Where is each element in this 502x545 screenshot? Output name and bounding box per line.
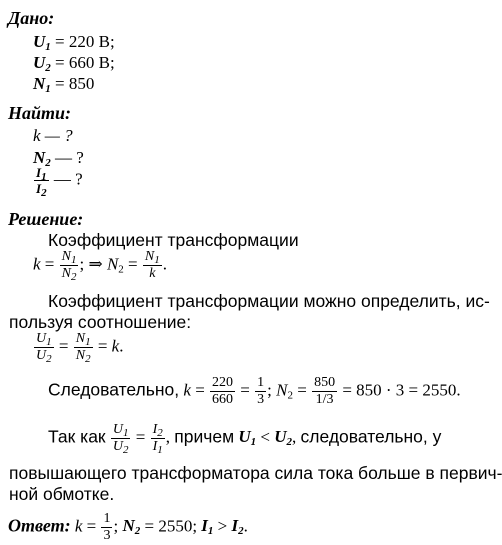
frac-1-3: 1/3	[315, 392, 334, 407]
find-heading: Найти:	[8, 103, 72, 123]
solution-line-4: Так как $\frac{U_1}{U_2}$ = $\frac{I_2}{I_1}$ , причем $U_1 < U_2$, следовательно, у	[48, 422, 442, 456]
answer-label: Ответ:	[8, 515, 71, 536]
find-current-ratio: $\frac{I_1}{I_2}$ — ?	[36, 165, 83, 199]
find-n2-q: — ?	[55, 148, 84, 167]
given-u2: $U_2 = 660$ В;	[33, 53, 115, 74]
given-u2-value: 660 В;	[68, 53, 115, 72]
given-u1: $U_1 = 220$ В;	[33, 32, 115, 53]
solution-line-3-text: Следовательно,	[48, 379, 180, 400]
line-4-so-since: Так как	[48, 426, 106, 447]
formula-k: k = $\frac{N_1}{N_2}$ ; ⇒ $N_2$ = $\frac{N_1}{k}$ .	[33, 249, 167, 283]
given-n1-value: 850	[68, 74, 95, 93]
solution-line-1: Коэффициент трансформации	[48, 230, 299, 250]
solution-line-2a: Коэффициент трансформации можно определить, ис-	[48, 291, 490, 311]
solution-line-3: Следовательно, k = $\frac{220}{660}$ = $\frac{1}{3}$ ; $N_2$ = $\frac{850}{1/3}$ = 850 · 3 = 2550.	[48, 375, 461, 407]
solution-line-2b: пользуя соотношение:	[9, 312, 192, 332]
solution-heading: Решение:	[8, 209, 84, 229]
solution-line-6: ной обмотке.	[9, 484, 115, 504]
result-tail: = 850 · 3 = 2550.	[342, 380, 461, 400]
given-u1-value: 220 В;	[68, 32, 115, 51]
answer-line: Ответ: k = $\frac{1}{3}$ ; $N_2 = 2550$; $I_1 > I_2$.	[8, 511, 248, 543]
find-ratio-q: — ?	[53, 169, 83, 189]
line-4-moreover: причем	[174, 426, 235, 447]
answer-n2-value: = 2550;	[144, 516, 198, 536]
formula-ratio: $\frac{U_1}{U_2}$ = $\frac{N_1}{N_2}$ = k.	[36, 331, 124, 365]
find-n2: $N_2$ — ?	[33, 148, 84, 169]
given-n1: $N_1 = 850$	[33, 74, 95, 95]
frac-850: 850	[314, 375, 336, 390]
find-k: k — ?	[33, 126, 73, 145]
line-4-therefore: следовательно, у	[300, 426, 442, 447]
solution-line-5: повышающего трансформатора сила тока больше в первич-	[9, 463, 502, 483]
given-heading: Дано:	[8, 8, 55, 28]
frac-220: 220	[212, 375, 234, 390]
frac-660: 660	[212, 392, 234, 407]
